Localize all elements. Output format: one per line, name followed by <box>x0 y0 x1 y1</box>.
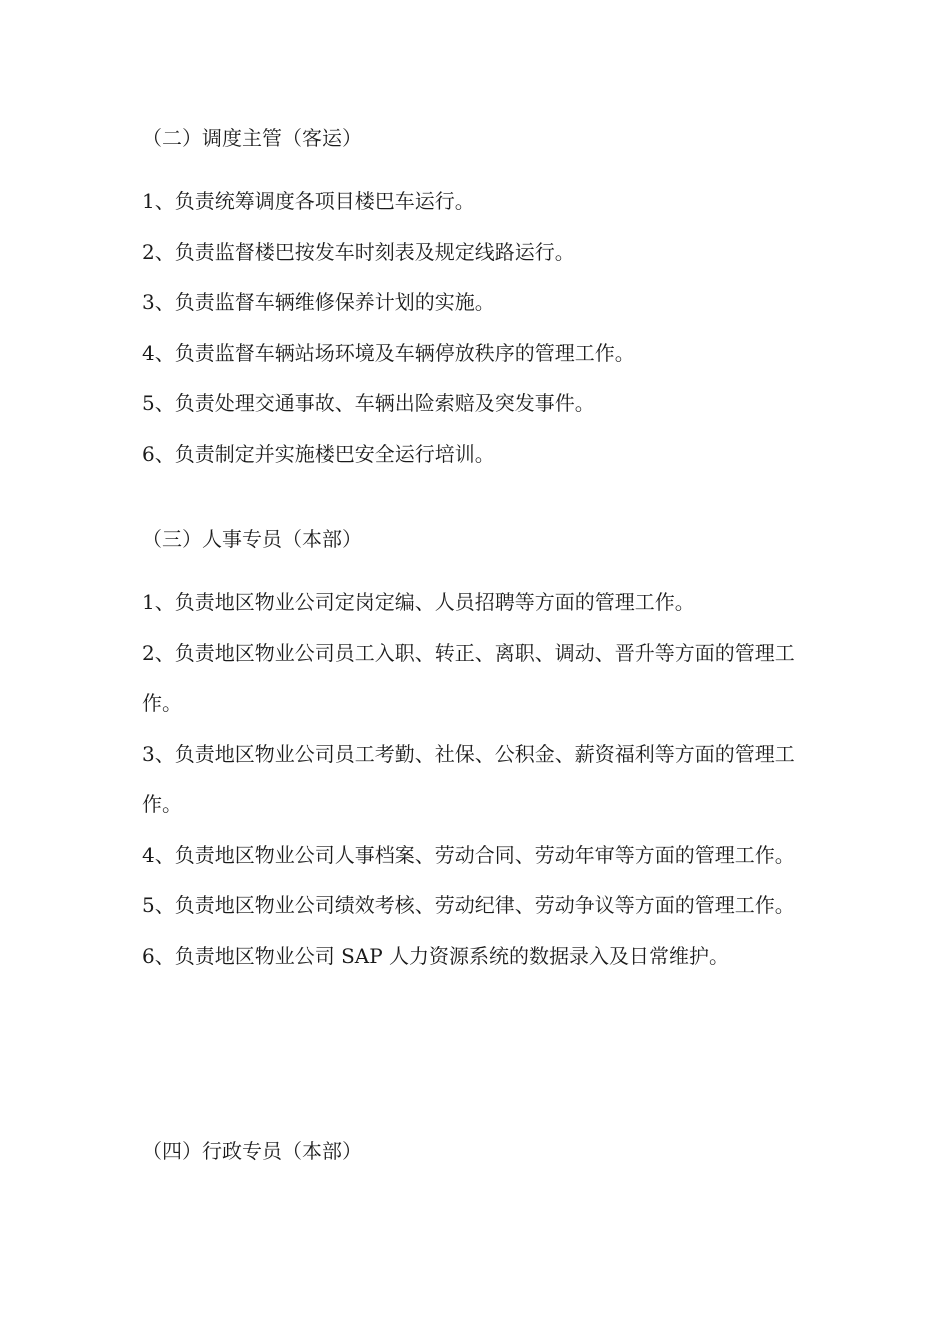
section-dispatch-supervisor <box>142 125 822 479</box>
duty-item: 4、负责监督车辆站场环境及车辆停放秩序的管理工作。 <box>142 340 635 365</box>
duty-item: 5、负责处理交通事故、车辆出险索赔及突发事件。 <box>142 391 595 415</box>
section-admin-specialist <box>142 1138 822 1164</box>
duty-item: 5、负责地区物业公司绩效考核、劳动纪律、劳动争议等方面的管理工作。 <box>142 893 795 917</box>
duty-item: 6、负责制定并实施楼巴安全运行培训。 <box>142 441 495 466</box>
duty-item: 3、负责监督车辆维修保养计划的实施。 <box>142 290 495 314</box>
section-heading: （二）调度主管（客运） <box>142 126 362 150</box>
duty-item: 1、负责统筹调度各项目楼巴车运行。 <box>142 189 475 213</box>
section-heading: （四）行政专员（本部） <box>142 1139 362 1163</box>
duty-item: 3、负责地区物业公司员工考勤、社保、公积金、薪资福利等方面的管理工作。 <box>142 741 795 816</box>
duty-list <box>142 176 822 479</box>
section-hr-specialist <box>142 526 822 981</box>
duty-item: 4、负责地区物业公司人事档案、劳动合同、劳动年审等方面的管理工作。 <box>142 842 795 867</box>
section-heading: （三）人事专员（本部） <box>142 527 362 551</box>
duty-item: 6、负责地区物业公司 SAP 人力资源系统的数据录入及日常维护。 <box>142 943 730 968</box>
duty-list <box>142 577 822 981</box>
duty-item: 2、负责监督楼巴按发车时刻表及规定线路运行。 <box>142 239 575 264</box>
duty-item: 2、负责地区物业公司员工入职、转正、离职、调动、晋升等方面的管理工作。 <box>142 640 795 715</box>
duty-item: 1、负责地区物业公司定岗定编、人员招聘等方面的管理工作。 <box>142 590 695 614</box>
